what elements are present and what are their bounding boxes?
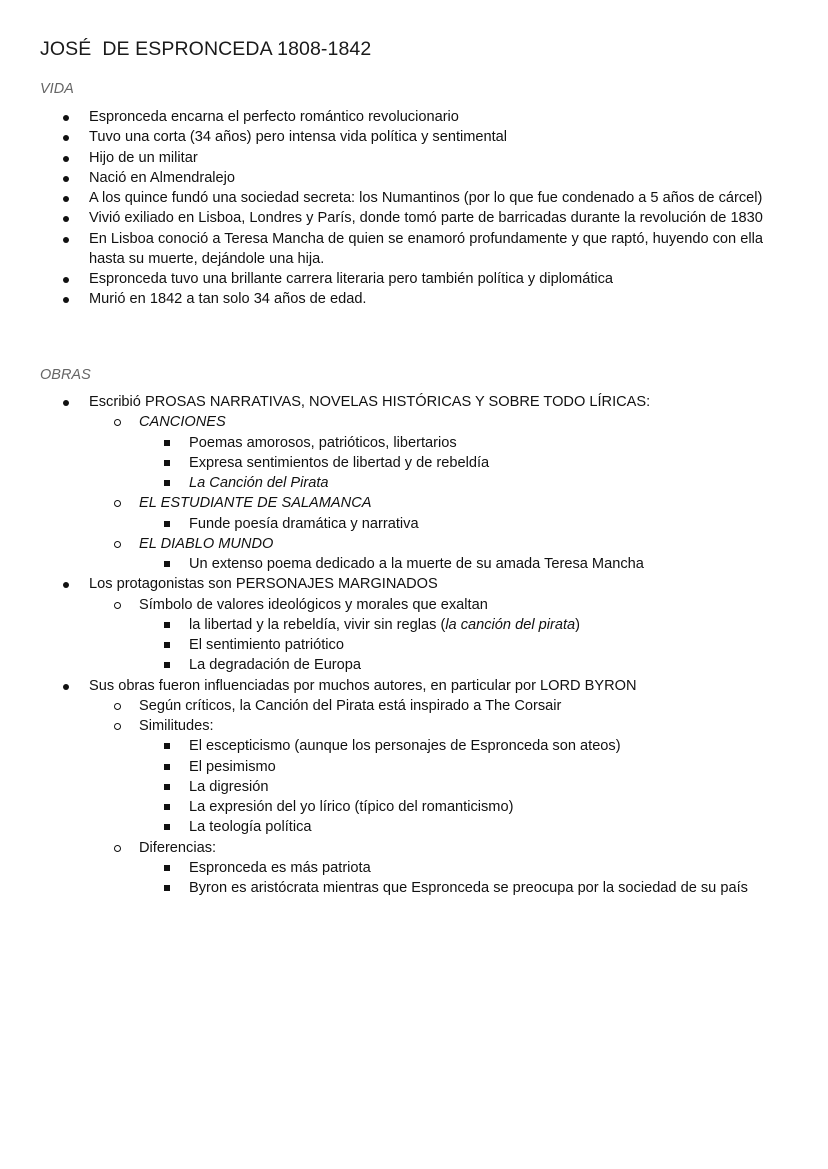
list-item-text (189, 433, 828, 453)
list-item-label: Murió en 1842 a tan solo 34 años de edad. (89, 291, 367, 308)
square-bullet-icon (164, 885, 170, 891)
list-item-level-1 (0, 107, 828, 127)
list-item-level-3 (0, 554, 828, 574)
list-item-label: Vivió exiliado en Lisboa, Londres y París, donde tomó parte de barricadas durante la revolución de 1830 (89, 210, 763, 227)
list-item-label: La digresión (189, 778, 269, 795)
square-bullet-icon (164, 521, 170, 527)
list-item-level-2 (0, 595, 828, 615)
square-bullet-icon (164, 460, 170, 466)
list-item-label: Según críticos, la Canción del Pirata está inspirado a The Corsair (139, 697, 562, 714)
list-item-label: Sus obras fueron influenciadas por muchos autores, en particular por LORD BYRON (89, 677, 637, 694)
list-item-label: La degradación de Europa (189, 657, 362, 674)
list-item-level-3 (0, 635, 828, 655)
list-item-label: EL ESTUDIANTE DE SALAMANCA (139, 495, 372, 512)
list-item-label: CANCIONES (139, 414, 226, 431)
list-item-level-2 (0, 412, 828, 432)
section-heading-obras: OBRAS (40, 367, 91, 383)
list-item-text (139, 412, 819, 432)
list-item-text (189, 757, 828, 777)
filled-bullet-icon (63, 196, 69, 202)
list-item-label: Un extenso poema dedicado a la muerte de su amada Teresa Mancha (189, 556, 644, 572)
list-item-label: El pesimismo (189, 758, 276, 775)
list-item-text (189, 514, 828, 534)
list-item-label: En Lisboa conoció a Teresa Mancha de quien se enamoró profundamente y que raptó, huyendo con ella hasta su muerte, dejándole una hija. (89, 230, 763, 267)
list-item-level-1 (0, 188, 828, 208)
filled-bullet-icon (63, 156, 69, 162)
hollow-bullet-icon (114, 602, 121, 609)
list-item-label: Escribió PROSAS NARRATIVAS, NOVELAS HISTÓRICAS Y SOBRE TODO LÍRICAS: (89, 394, 651, 410)
filled-bullet-icon (63, 277, 69, 283)
list-item-level-1 (0, 168, 828, 188)
vida-bullet-list (0, 107, 828, 310)
list-item-level-2 (0, 838, 828, 858)
list-item-level-1 (0, 148, 828, 168)
list-item-label: Poemas amorosos, patrióticos, libertarios (189, 434, 457, 451)
square-bullet-icon (164, 764, 170, 770)
list-item-level-3 (0, 817, 828, 837)
square-bullet-icon (164, 440, 170, 446)
hollow-bullet-icon (114, 419, 121, 426)
list-item-label: Hijo de un militar (89, 149, 198, 166)
list-item-label: Expresa sentimientos de libertad y de rebeldía (189, 454, 490, 471)
list-item-label: El escepticismo (aunque los personajes de Espronceda son ateos) (189, 738, 621, 755)
filled-bullet-icon (63, 582, 69, 588)
list-item-text (189, 655, 828, 675)
list-item-level-1 (0, 676, 828, 696)
list-item-text (139, 838, 819, 858)
list-item-text (89, 392, 769, 412)
square-bullet-icon (164, 743, 170, 749)
hollow-bullet-icon (114, 845, 121, 852)
list-item-level-1 (0, 127, 828, 147)
list-item-label: Nació en Almendralejo (89, 169, 236, 186)
list-item-label-suffix: ) (575, 616, 580, 633)
list-item-text (189, 615, 828, 635)
filled-bullet-icon (63, 216, 69, 222)
list-item-label: Similitudes: (139, 718, 214, 734)
square-bullet-icon (164, 784, 170, 790)
square-bullet-icon (164, 642, 170, 648)
list-item-level-3 (0, 858, 828, 878)
list-item-level-3 (0, 433, 828, 453)
list-item-level-3 (0, 777, 828, 797)
list-item-label: A los quince fundó una sociedad secreta: los Numantinos (por lo que fue condenado a 5 años de cárcel) (89, 190, 763, 206)
list-item-text (189, 554, 828, 574)
list-item-text (189, 635, 828, 655)
list-item-label: EL DIABLO MUNDO (139, 535, 274, 552)
square-bullet-icon (164, 480, 170, 486)
list-item-label: Byron es aristócrata mientras que Espronceda se preocupa por la sociedad de su país (189, 880, 748, 896)
list-item-text (89, 574, 769, 594)
list-item-label: Tuvo una corta (34 años) pero intensa vida política y sentimental (89, 129, 508, 146)
filled-bullet-icon (63, 115, 69, 121)
list-item-label: Espronceda encarna el perfecto romántico revolucionario (89, 109, 459, 125)
list-item-label: La Canción del Pirata (189, 475, 329, 491)
list-item-text (139, 696, 819, 716)
list-item-level-1 (0, 392, 828, 412)
list-item-text (189, 473, 828, 493)
list-item-label: El sentimiento patriótico (189, 637, 344, 653)
list-item-text (189, 777, 828, 797)
list-item-text (189, 736, 828, 756)
list-item-label: Espronceda es más patriota (189, 859, 371, 876)
list-item-level-1 (0, 289, 828, 309)
list-item-level-3 (0, 453, 828, 473)
section-heading-vida: VIDA (40, 81, 74, 97)
filled-bullet-icon (63, 237, 69, 243)
list-item-label: La teología política (189, 819, 312, 836)
filled-bullet-icon (63, 176, 69, 182)
obras-bullet-list (0, 392, 828, 898)
list-item-label: la libertad y la rebeldía, vivir sin reglas ( (189, 616, 446, 633)
list-item-level-2 (0, 493, 828, 513)
list-item-level-3 (0, 615, 828, 635)
list-item-label: Espronceda tuvo una brillante carrera literaria pero también política y diplomática (89, 271, 614, 287)
list-item-label: La expresión del yo lírico (típico del romanticismo) (189, 799, 514, 815)
square-bullet-icon (164, 622, 170, 628)
square-bullet-icon (164, 824, 170, 830)
list-item-label: Los protagonistas son PERSONAJES MARGINADOS (89, 576, 438, 593)
list-item-level-2 (0, 534, 828, 554)
list-item-level-3 (0, 514, 828, 534)
list-item-level-3 (0, 473, 828, 493)
list-item-text (189, 878, 828, 898)
page-title: JOSÉ DE ESPRONCEDA 1808-1842 (40, 38, 372, 60)
filled-bullet-icon (63, 135, 69, 141)
square-bullet-icon (164, 561, 170, 567)
list-item-level-1 (0, 208, 828, 228)
list-item-text (89, 676, 769, 696)
square-bullet-icon (164, 865, 170, 871)
list-item-level-2 (0, 716, 828, 736)
filled-bullet-icon (63, 297, 69, 303)
list-item-level-3 (0, 757, 828, 777)
list-item-level-1 (0, 574, 828, 594)
hollow-bullet-icon (114, 723, 121, 730)
filled-bullet-icon (63, 400, 69, 406)
hollow-bullet-icon (114, 500, 121, 507)
hollow-bullet-icon (114, 541, 121, 548)
square-bullet-icon (164, 662, 170, 668)
hollow-bullet-icon (114, 703, 121, 710)
list-item-level-3 (0, 878, 828, 898)
list-item-text (139, 493, 819, 513)
list-item-text (139, 595, 819, 615)
list-item-label: Diferencias: (139, 839, 217, 856)
list-item-text (139, 716, 819, 736)
square-bullet-icon (164, 804, 170, 810)
list-item-text (189, 817, 828, 837)
filled-bullet-icon (63, 684, 69, 690)
list-item-level-1 (0, 229, 828, 270)
list-item-text (139, 534, 819, 554)
list-item-level-1 (0, 269, 828, 289)
list-item-italic-label: la canción del pirata (445, 616, 576, 633)
list-item-label: Símbolo de valores ideológicos y morales que exaltan (139, 596, 488, 613)
list-item-label: Funde poesía dramática y narrativa (189, 515, 419, 532)
list-item-text (189, 453, 828, 473)
list-item-level-3 (0, 736, 828, 756)
list-item-text (189, 858, 828, 878)
list-item-level-3 (0, 797, 828, 817)
list-item-text (189, 797, 828, 817)
list-item-level-3 (0, 655, 828, 675)
list-item-level-2 (0, 696, 828, 716)
